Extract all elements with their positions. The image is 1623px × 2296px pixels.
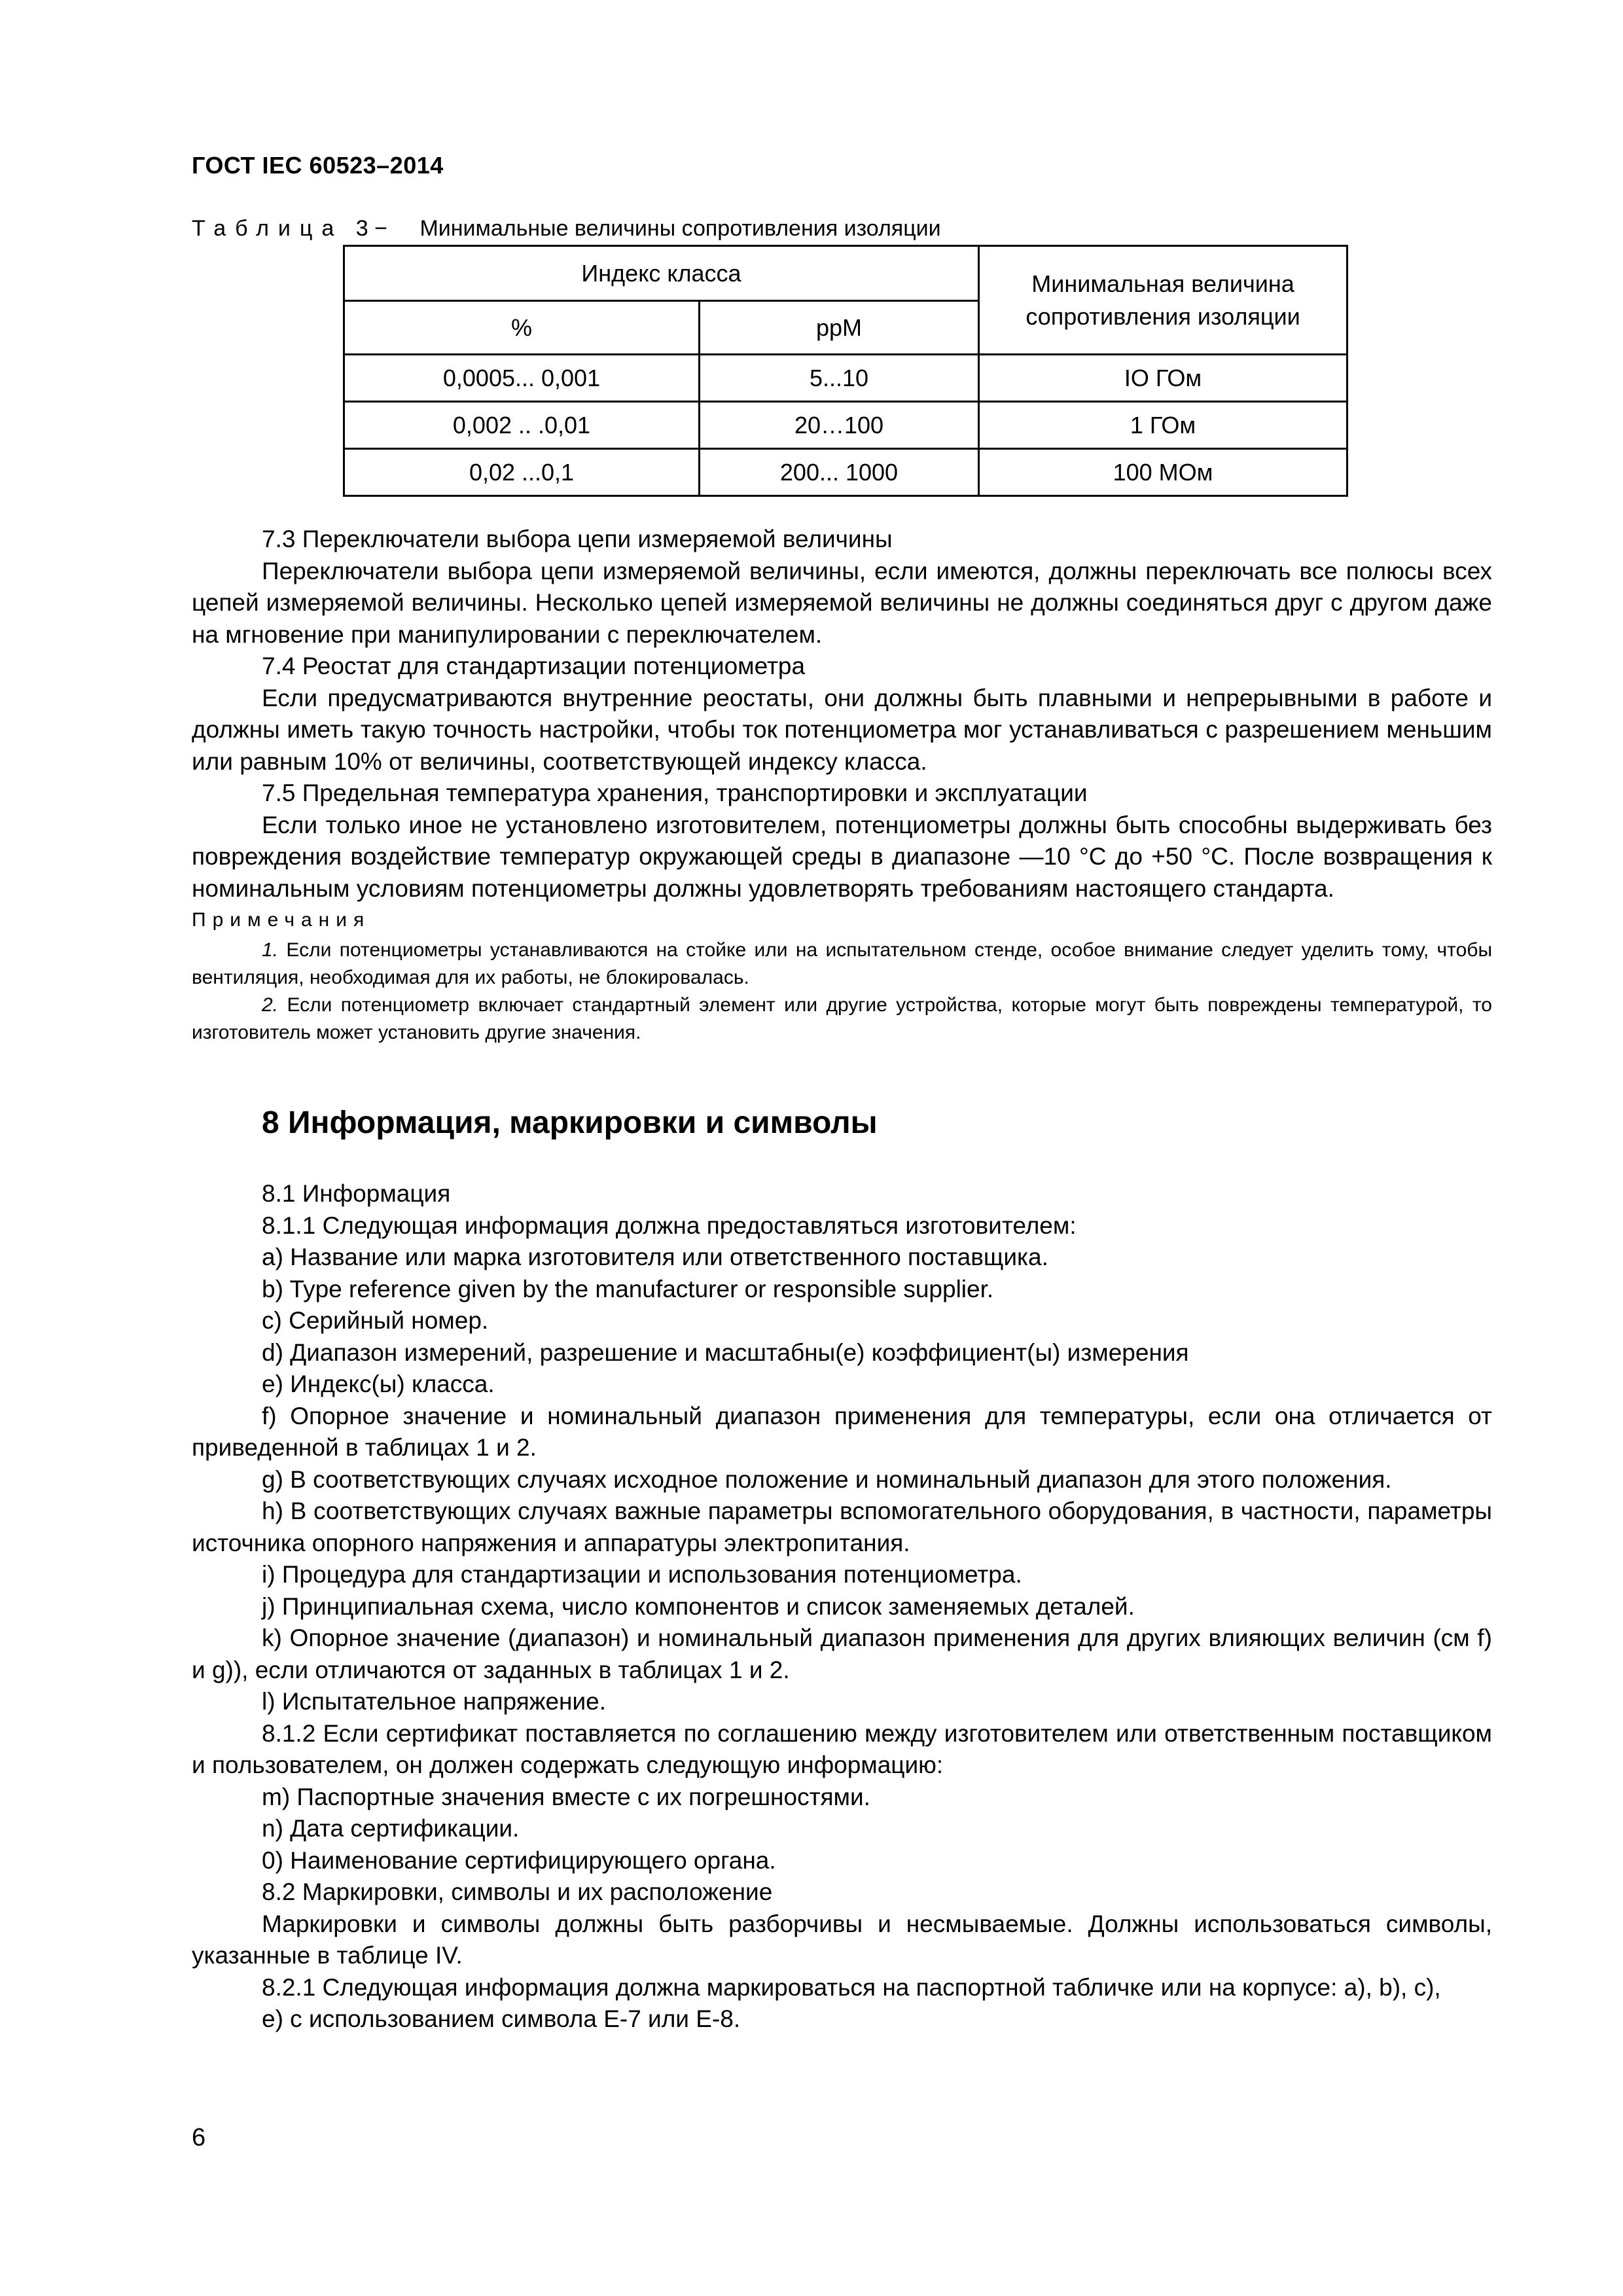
page-number: 6 — [192, 2124, 206, 2151]
table-cell-min: 100 МОм — [979, 449, 1347, 496]
table-cell-ppm: 20…100 — [700, 402, 979, 449]
table-row — [344, 402, 1347, 449]
table-row — [344, 449, 1347, 496]
table-cell-percent: 0,0005... 0,001 — [344, 355, 700, 402]
table-cell-ppm: 200... 1000 — [700, 449, 979, 496]
list-item-f: f) Опорное значение и номинальный диапазон применения для температуры, если она отличается от приведенной в таблицах 1 и 2. — [192, 1402, 1492, 1461]
list-item-n: n) Дата сертификации. — [262, 1815, 520, 1842]
list-item-e-symbol: e) с использованием символа Е-7 или Е-8. — [262, 2005, 741, 2032]
clause-7-4-text: Если предусматриваются внутренние реостаты, они должны быть плавными и непрерывными в работе и должны иметь такую точность настройки, чтобы ток потенциометра мог устанавливаться с разрешением меньшим или равным 10% от величины, соответствующей индексу класса. — [192, 684, 1492, 775]
list-item-a: a) Название или марка изготовителя или ответственного поставщика. — [262, 1244, 1048, 1270]
list-item-m: m) Паспортные значения вместе с их погрешностями. — [262, 1783, 870, 1810]
clause-7-4-title: 7.4 Реостат для стандартизации потенциометра — [262, 653, 806, 679]
table-cell-ppm: 5...10 — [700, 355, 979, 402]
list-item-g: g) В соответствующих случаях исходное положение и номинальный диапазон для этого положения. — [262, 1465, 1392, 1493]
note-1-text: Если потенциометры устанавливаются на стойке или на испытательном стенде, особое внимание следует уделить тому, чтобы вентиляция, необходимая для их работы, не блокировалась. — [192, 939, 1493, 988]
list-item-d: d) Диапазон измерений, разрешение и масштабны(е) коэффициент(ы) измерения — [262, 1338, 1189, 1366]
table-header-min-resistance: Минимальная величина сопротивления изоляции — [979, 246, 1347, 355]
section-8-text — [192, 1178, 1492, 2036]
list-item-i: i) Процедура для стандартизации и использования потенциометра. — [262, 1561, 1022, 1588]
clause-8-1-1: 8.1.1 Следующая информация должна предоставляться изготовителем: — [262, 1211, 1077, 1239]
list-item-k: k) Опорное значение (диапазон) и номинальный диапазон применения для других влияющих величин (см f) и g)), если отличаются от заданных в таблицах 1 и 2. — [192, 1624, 1492, 1683]
list-item-l: l) Испытательное напряжение. — [262, 1688, 606, 1715]
clause-7-3-title: 7.3 Переключатели выбора цепи измеряемой величины — [262, 526, 893, 552]
section-8-heading: 8 Информация, маркировки и символы — [262, 1105, 878, 1140]
table-header-ppm: ppM — [700, 301, 979, 355]
table-cell-percent: 0,002 .. .0,01 — [344, 402, 700, 449]
clause-8-2: 8.2 Маркировки, символы и их расположение — [262, 1878, 773, 1905]
note-2 — [192, 992, 1492, 1047]
clause-8-1: 8.1 Информация — [262, 1180, 451, 1207]
list-item-b: b) Type reference given by the manufacturer or responsible supplier. — [262, 1275, 994, 1302]
table-caption-title: Минимальные величины сопротивления изоляции — [419, 216, 941, 241]
list-item-e: e) Индекс(ы) класса. — [262, 1371, 495, 1397]
table-caption — [192, 216, 941, 242]
document-header: ГОСТ IEC 60523–2014 — [192, 152, 444, 179]
clause-8-2-1: 8.2.1 Следующая информация должна маркироваться на паспортной табличке или на корпусе: a), b), c), — [262, 1973, 1441, 2001]
table-cell-min: IO ГОм — [979, 355, 1347, 402]
notes-title: Примечания — [192, 909, 371, 931]
table-caption-number: 3 − — [355, 216, 387, 241]
table-row — [344, 355, 1347, 402]
table-cell-min: 1 ГОм — [979, 402, 1347, 449]
note-2-number: 2. — [262, 994, 279, 1016]
list-item-j: j) Принципиальная схема, число компонентов и список заменяемых деталей. — [262, 1592, 1135, 1620]
list-item-h: h) В соответствующих случаях важные параметры вспомогательного оборудования, в частности, параметры источника опорного напряжения и аппаратуры электропитания. — [192, 1498, 1492, 1556]
table-caption-label: Таблица — [192, 216, 344, 241]
list-item-o: 0) Наименование сертифицирующего органа. — [262, 1846, 776, 1874]
note-1-number: 1. — [262, 939, 279, 961]
table-header-percent: % — [344, 301, 700, 355]
list-item-c: c) Серийный номер. — [262, 1307, 489, 1334]
clause-8-2-text: Маркировки и символы должны быть разборчивы и несмываемые. Должны использоваться символы, указанные в таблице IV. — [192, 1910, 1492, 1969]
note-1 — [192, 937, 1492, 992]
clause-8-1-2: 8.1.2 Если сертификат поставляется по соглашению между изготовителем или ответственным поставщиком и пользователем, он должен содержать следующую информацию: — [192, 1719, 1492, 1778]
section-7-text — [192, 524, 1492, 1047]
table-header-class-index: Индекс класса — [344, 246, 979, 301]
insulation-table — [343, 245, 1348, 497]
clause-7-5-title: 7.5 Предельная температура хранения, транспортировки и эксплуатации — [262, 780, 1088, 806]
clause-7-3-text: Переключатели выбора цепи измеряемой величины, если имеются, должны переключать все полюсы всех цепей измеряемой величины. Несколько цепей измеряемой величины не должны соединяться друг с другом даже на мгновение при манипулировании с переключателем. — [192, 557, 1492, 648]
clause-7-5-text: Если только иное не установлено изготовителем, потенциометры должны быть способны выдерживать без повреждения воздействие температур окружающей среды в диапазоне —10 °С до +50 °С. После возвращения к номинальным условиям потенциометры должны удовлетворять требованиям настоящего стандарта. — [192, 811, 1492, 902]
table-cell-percent: 0,02 ...0,1 — [344, 449, 700, 496]
note-2-text: Если потенциометр включает стандартный элемент или другие устройства, которые могут быть повреждены температурой, то изготовитель может установить другие значения. — [192, 994, 1492, 1043]
